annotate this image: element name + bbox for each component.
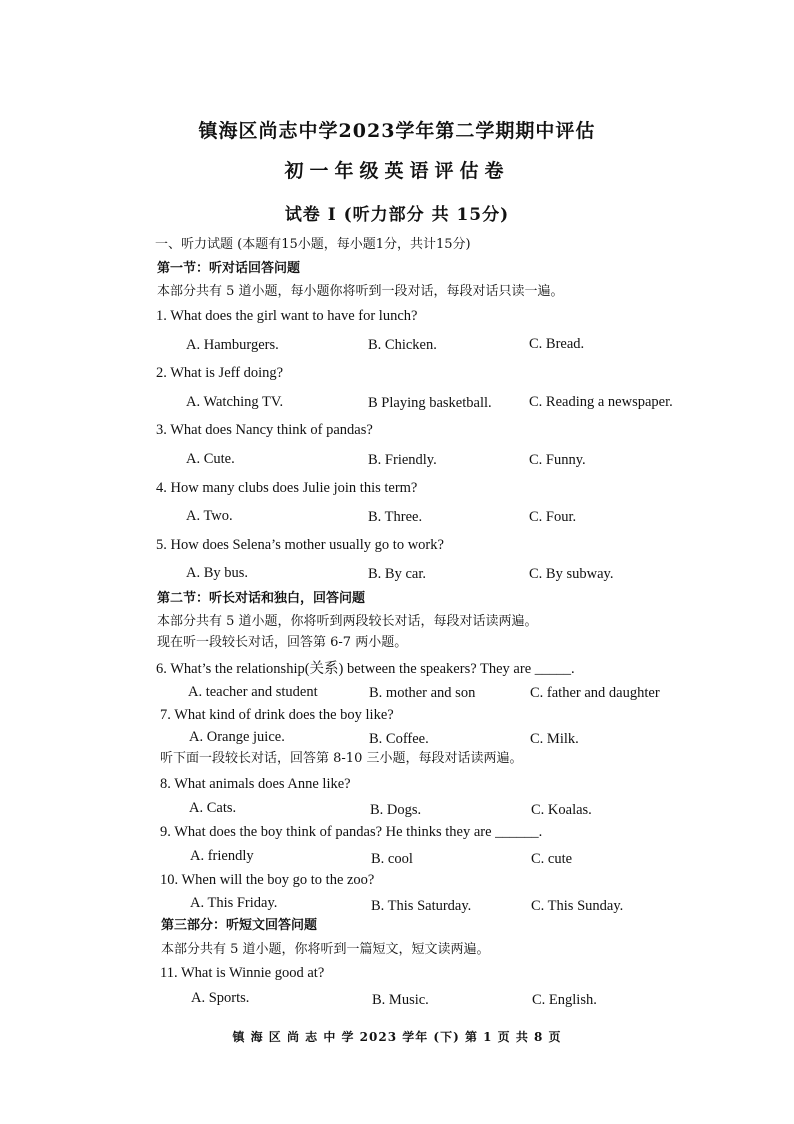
q11-option-b: B. Music. — [372, 992, 429, 1008]
q7-option-a: A. Orange juice. — [189, 729, 285, 745]
q5-option-a: A. By bus. — [186, 565, 249, 581]
question-10: 10. When will the boy go to the zoo? — [160, 872, 375, 888]
section2-note-2: 听下面一段较长对话，回答第 8-10 三小题，每段对话读两遍。 — [160, 751, 523, 766]
exam-title: 镇海区尚志中学2023学年第二学期期中评估 — [198, 120, 596, 142]
paper-title: 试卷 I (听力部分 共 15分) — [284, 205, 510, 225]
q6-option-b: B. mother and son — [369, 685, 476, 701]
question-9: 9. What does the boy think of pandas? He thinks they are ______. — [160, 824, 543, 840]
q9-option-a: A. friendly — [190, 848, 254, 864]
section1-intro: 本部分共有 5 道小题，每小题你将听到一段对话，每段对话只读一遍。 — [157, 284, 564, 299]
q9-option-c: C. cute — [531, 851, 573, 867]
q4-option-c: C. Four. — [529, 509, 577, 525]
q2-option-a: A. Watching TV. — [186, 394, 284, 410]
exam-subtitle: 初一年级英语评估卷 — [284, 160, 510, 182]
q8-option-c: C. Koalas. — [531, 802, 592, 818]
q8-option-a: A. Cats. — [189, 800, 237, 816]
q1-option-b: B. Chicken. — [368, 337, 437, 353]
q3-option-b: B. Friendly. — [368, 452, 437, 468]
q7-option-c: C. Milk. — [530, 731, 579, 747]
q1-option-a: A. Hamburgers. — [186, 337, 279, 353]
part-heading: 一、听力试题 (本题有15小题，每小题1分，共计15分) — [155, 237, 471, 252]
question-4: 4. How many clubs does Julie join this term? — [156, 480, 418, 496]
q4-option-b: B. Three. — [368, 509, 423, 525]
page-footer: 镇 海 区 尚 志 中 学 2023 学年 (下) 第 1 页 共 8 页 — [232, 1030, 562, 1044]
q3-option-a: A. Cute. — [186, 451, 235, 467]
q1-option-c: C. Bread. — [529, 336, 585, 352]
section3-title: 第三部分：听短文回答问题 — [161, 918, 318, 933]
q2-option-c: C. Reading a newspaper. — [529, 394, 673, 410]
q11-option-a: A. Sports. — [191, 990, 250, 1006]
q10-option-b: B. This Saturday. — [371, 898, 472, 914]
question-8: 8. What animals does Anne like? — [160, 776, 351, 792]
q4-option-a: A. Two. — [186, 508, 233, 524]
question-6: 6. What’s the relationship(关系) between the speakers? They are _____. — [156, 661, 575, 677]
q10-option-a: A. This Friday. — [190, 895, 278, 911]
question-5: 5. How does Selena’s mother usually go to work? — [156, 537, 444, 553]
question-7: 7. What kind of drink does the boy like? — [160, 707, 394, 723]
section1-title: 第一节：听对话回答问题 — [157, 261, 301, 276]
q11-option-c: C. English. — [532, 992, 597, 1008]
q6-option-a: A. teacher and student — [188, 684, 318, 700]
q6-option-c: C. father and daughter — [530, 685, 660, 701]
q5-option-c: C. By subway. — [529, 566, 614, 582]
question-3: 3. What does Nancy think of pandas? — [156, 422, 373, 438]
question-11: 11. What is Winnie good at? — [160, 965, 325, 981]
section2-intro: 本部分共有 5 道小题，你将听到两段较长对话，每段对话读两遍。 — [157, 614, 538, 629]
section3-intro: 本部分共有 5 道小题，你将听到一篇短文，短文读两遍。 — [161, 942, 490, 957]
q10-option-c: C. This Sunday. — [531, 898, 624, 914]
q8-option-b: B. Dogs. — [370, 802, 422, 818]
q5-option-b: B. By car. — [368, 566, 426, 582]
q9-option-b: B. cool — [371, 851, 413, 867]
question-1: 1. What does the girl want to have for lunch? — [156, 308, 418, 324]
q2-option-b: B Playing basketball. — [368, 395, 492, 411]
q3-option-c: C. Funny. — [529, 452, 586, 468]
section2-title: 第二节：听长对话和独白，回答问题 — [157, 591, 366, 606]
section2-note-1: 现在听一段较长对话，回答第 6-7 两小题。 — [157, 635, 408, 650]
q7-option-b: B. Coffee. — [369, 731, 429, 747]
question-2: 2. What is Jeff doing? — [156, 365, 284, 381]
